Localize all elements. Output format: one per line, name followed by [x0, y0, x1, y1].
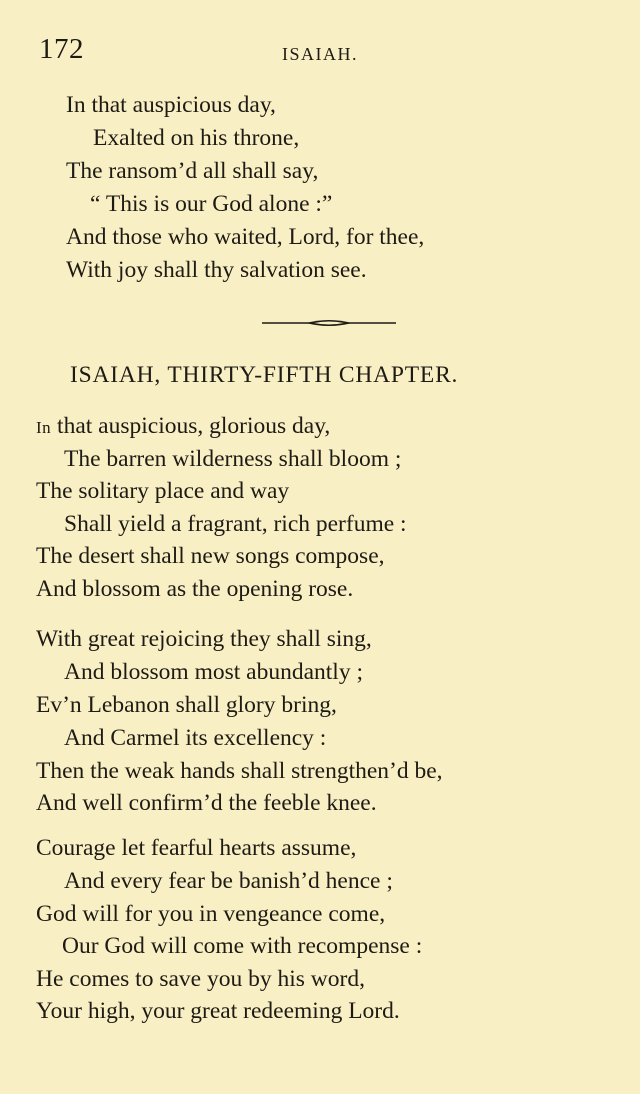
- running-head: ISAIAH.: [282, 44, 358, 64]
- verse-line: Shall yield a fragrant, rich perfume :: [64, 511, 407, 537]
- verse-line: The barren wilderness shall bloom ;: [64, 446, 402, 472]
- verse-line: The solitary place and way: [36, 478, 290, 504]
- verse-line-text: that auspicious, glorious day,: [51, 413, 331, 439]
- verse-line: “ This is our God alone :”: [90, 191, 333, 217]
- verse-line: He comes to save you by his word,: [36, 966, 365, 992]
- verse-line: God will for you in vengeance come,: [36, 901, 386, 927]
- verse-line: The ransom’d all shall say,: [66, 158, 319, 184]
- verse-line-first: [36, 411, 330, 443]
- verse-line: With great rejoicing they shall sing,: [36, 626, 372, 652]
- chapter-title: ISAIAH, THIRTY-FIFTH CHAPTER.: [70, 362, 459, 388]
- verse-line: The desert shall new songs compose,: [36, 543, 385, 569]
- small-caps-initial: In: [36, 418, 52, 437]
- verse-line: And blossom most abundantly ;: [64, 659, 363, 685]
- verse-line: Our God will come with recompense :: [62, 933, 423, 959]
- verse-line: And well confirm’d the feeble knee.: [36, 790, 377, 816]
- verse-line: And those who waited, Lord, for thee,: [66, 224, 425, 250]
- verse-line: Courage let fearful hearts assume,: [36, 835, 357, 861]
- verse-line: Exalted on his throne,: [93, 125, 300, 151]
- verse-line: Ev’n Lebanon shall glory bring,: [36, 692, 337, 718]
- verse-line: In that auspicious day,: [66, 92, 276, 118]
- verse-line: With joy shall thy salvation see.: [66, 257, 367, 283]
- ornamental-divider: [262, 316, 396, 330]
- verse-line: And Carmel its excellency :: [64, 725, 327, 751]
- verse-line: Your high, your great redeeming Lord.: [36, 998, 400, 1024]
- page-header: [0, 33, 640, 73]
- page-number: 172: [39, 33, 84, 65]
- verse-line: And blossom as the opening rose.: [36, 576, 354, 602]
- verse-line: And every fear be banish’d hence ;: [64, 868, 393, 894]
- verse-line: Then the weak hands shall strengthen’d be,: [36, 758, 443, 784]
